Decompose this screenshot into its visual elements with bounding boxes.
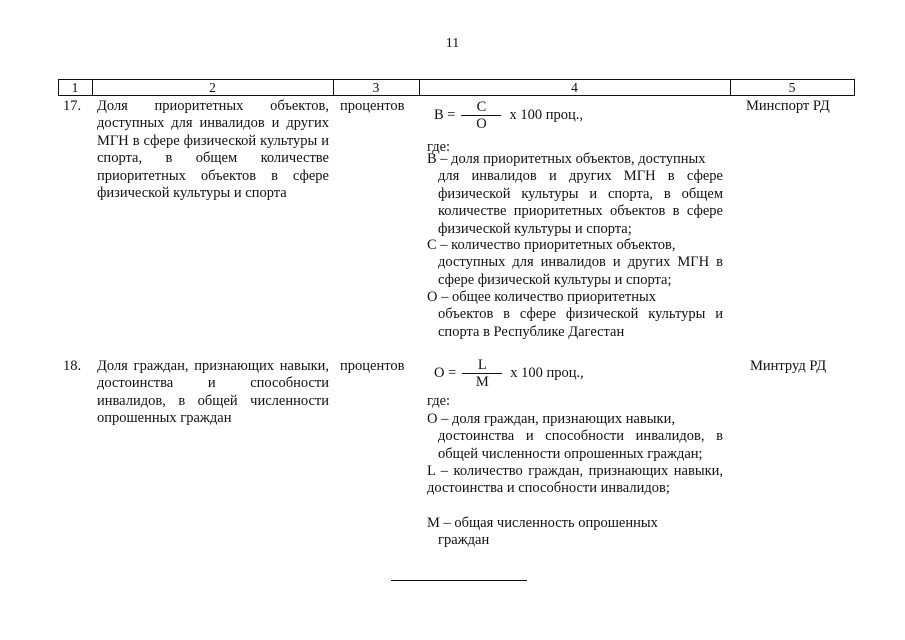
definition-lead: C – количество приоритетных объектов, <box>427 237 676 253</box>
definition-continuation: граждан <box>438 532 490 549</box>
unit-of-measure: процентов <box>340 358 405 374</box>
variable-definition <box>427 463 723 498</box>
column-header-5: 5 <box>788 80 796 95</box>
column-header-1: 1 <box>71 80 79 95</box>
calculation-formula <box>434 99 583 132</box>
variable-definition <box>427 289 723 341</box>
responsible-ministry: Минтруд РД <box>750 358 827 374</box>
row-number: 17. <box>63 98 82 114</box>
variable-definition <box>427 411 723 463</box>
formula-denominator: M <box>475 374 489 390</box>
definition-continuation: доступных для инвалидов и других МГН в сфере физической культуры и спорта; <box>438 254 723 288</box>
column-header-4: 4 <box>571 80 578 95</box>
formula-fraction <box>462 357 502 390</box>
column-header-2: 2 <box>209 80 216 95</box>
formula-lhs: O = <box>434 365 457 381</box>
variable-definition <box>427 151 723 238</box>
definition-continuation: для инвалидов и других МГН в сфере физической культуры и спорта, в общем количестве приоритетных объектов в сфере физической культуры и спорта; <box>438 168 723 237</box>
where-label: где: <box>427 393 451 409</box>
formula-suffix: x 100 проц., <box>510 365 584 381</box>
definition-lead: O – доля граждан, признающих навыки, <box>427 411 675 427</box>
column-header-3: 3 <box>372 80 380 95</box>
indicator-name: Доля приоритетных объектов, доступных для инвалидов и других МГН в сфере физической культуры и спорта, в общем количестве приоритетных объектов в сфере физической культуры и спорта <box>97 98 329 202</box>
row-number: 18. <box>63 358 82 374</box>
definition-lead: M – общая численность опрошенных <box>427 515 658 531</box>
definition-lead: O – общее количество приоритетных <box>427 289 656 305</box>
variable-definition <box>427 237 723 289</box>
formula-suffix: x 100 проц., <box>509 107 584 123</box>
definition-lead: B – доля приоритетных объектов, доступных <box>427 151 706 167</box>
indicator-name: Доля граждан, признающих навыки, достоинства и способности инвалидов, в общей численности опрошенных граждан <box>97 358 329 427</box>
definition-continuation: объектов в сфере физической культуры и спорта в Республике Дагестан <box>438 306 723 340</box>
formula-denominator: O <box>476 116 487 132</box>
definition-continuation: достоинства и способности инвалидов, в общей численности опрошенных граждан; <box>438 428 723 462</box>
table-header-divider <box>854 79 855 96</box>
calculation-formula <box>434 357 584 390</box>
formula-numerator: L <box>477 357 487 373</box>
formula-fraction <box>461 99 501 132</box>
table-header-bottom-rule <box>58 95 854 96</box>
variable-definition <box>427 515 723 550</box>
responsible-ministry: Минспорт РД <box>746 98 830 114</box>
formula-lhs: B = <box>434 107 456 123</box>
where-label: где: <box>427 139 451 155</box>
definition-lead: L – количество граждан, признающих навыки, достоинства и способности инвалидов; <box>427 463 723 497</box>
unit-of-measure: процентов <box>340 98 405 114</box>
end-rule <box>391 580 527 581</box>
formula-numerator: C <box>476 99 487 115</box>
page-number: 11 <box>445 36 460 51</box>
